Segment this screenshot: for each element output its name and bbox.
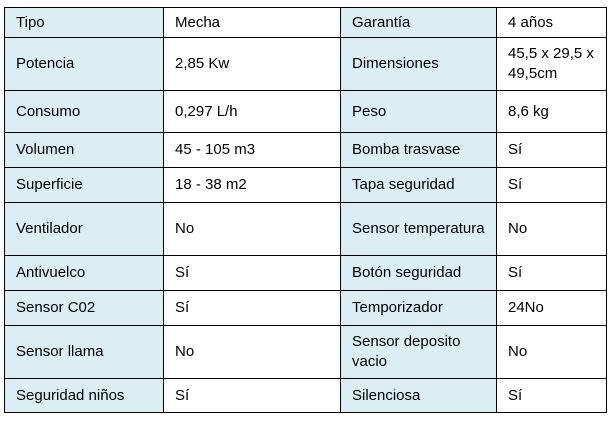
table-row [5, 168, 607, 203]
table-row [5, 8, 607, 38]
spec-value: Sí [164, 256, 341, 291]
table-row [5, 133, 607, 168]
spec-label: Volumen [5, 133, 164, 168]
spec-value: Sí [497, 256, 607, 291]
spec-value: 45,5 x 29,5 x 49,5cm [497, 38, 607, 91]
spec-label: Bomba trasvase [341, 133, 497, 168]
spec-label: Consumo [5, 91, 164, 133]
spec-value: 4 años [497, 8, 607, 38]
spec-value: Sí [497, 379, 607, 413]
spec-value: Sí [497, 133, 607, 168]
spec-value: No [164, 326, 341, 379]
spec-value: Sí [164, 379, 341, 413]
spec-label: Dimensiones [341, 38, 497, 91]
table-row [5, 326, 607, 379]
spec-label: Ventilador [5, 203, 164, 256]
spec-label: Sensor temperatura [341, 203, 497, 256]
spec-label: Potencia [5, 38, 164, 91]
spec-value: 0,297 L/h [164, 91, 341, 133]
spec-label: Tipo [5, 8, 164, 38]
spec-value: Mecha [164, 8, 341, 38]
spec-value: 8,6 kg [497, 91, 607, 133]
spec-value: 24No [497, 291, 607, 326]
spec-value: No [497, 203, 607, 256]
spec-value: 18 - 38 m2 [164, 168, 341, 203]
spec-label: Botón seguridad [341, 256, 497, 291]
table-row [5, 38, 607, 91]
spec-label: Sensor llama [5, 326, 164, 379]
table-row [5, 203, 607, 256]
spec-value: 2,85 Kw [164, 38, 341, 91]
spec-value: Sí [497, 168, 607, 203]
spec-label: Temporizador [341, 291, 497, 326]
spec-label: Antivuelco [5, 256, 164, 291]
spec-value: Sí [164, 291, 341, 326]
spec-label: Silenciosa [341, 379, 497, 413]
spec-value: 45 - 105 m3 [164, 133, 341, 168]
spec-label: Tapa seguridad [341, 168, 497, 203]
table-row [5, 91, 607, 133]
spec-value: No [497, 326, 607, 379]
spec-label: Sensor C02 [5, 291, 164, 326]
spec-label: Superficie [5, 168, 164, 203]
spec-label: Sensor deposito vacio [341, 326, 497, 379]
spec-label: Seguridad niños [5, 379, 164, 413]
spec-value: No [164, 203, 341, 256]
table-row [5, 256, 607, 291]
table-row [5, 379, 607, 413]
spec-label: Peso [341, 91, 497, 133]
spec-label: Garantía [341, 8, 497, 38]
spec-table [4, 7, 607, 413]
table-row [5, 291, 607, 326]
